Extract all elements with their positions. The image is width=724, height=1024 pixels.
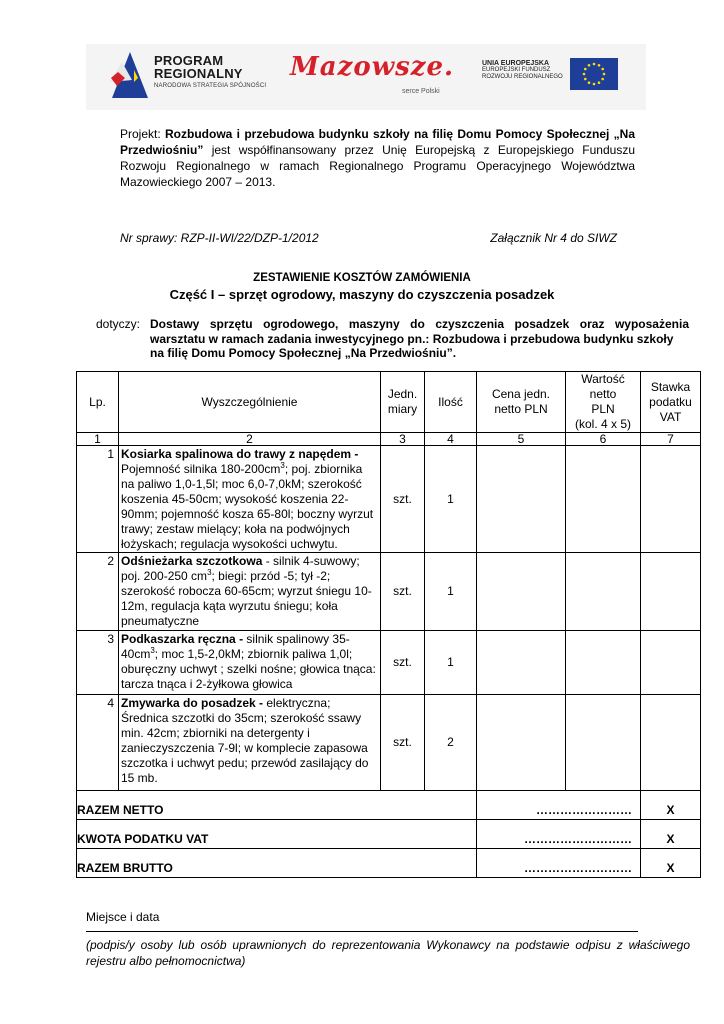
eu-line-3: ROZWOJU REGIONALNEGO <box>482 74 563 80</box>
document-title: ZESTAWIENIE KOSZTÓW ZAMÓWIENIA <box>253 272 471 284</box>
signature-caption: (podpis/y osoby lub osób uprawnionych do reprezentowania Wykonawcy na podstawie odpisu z właściwego rejestru albo pełnomocnictwa) <box>86 938 690 968</box>
column-number: 6 <box>566 433 641 446</box>
place-date-label: Miejsce i data <box>86 910 160 924</box>
item-vat <box>641 631 701 695</box>
item-qty: 1 <box>425 631 477 695</box>
header-vat-c: VAT <box>659 409 682 424</box>
item-description <box>119 695 381 791</box>
item-name: Zmywarka do posadzek - <box>121 696 264 710</box>
concerns-text: Dostawy sprzętu ogrodowego, maszyny do czyszczenia posadzek oraz wyposażenia warsztatu w ramach zadania inwestycyjnego pn.: Rozbudowa i przebudowa budynku szkoły <box>150 317 689 346</box>
program-title-2: REGIONALNY <box>154 66 243 81</box>
item-detail: - silnik 4-suwowy; poj. 200-250 cm <box>121 554 360 583</box>
item-unit: szt. <box>381 446 425 553</box>
item-sup: 3 <box>207 568 212 577</box>
item-value <box>566 631 641 695</box>
document-subtitle: Część I – sprzęt ogrodowy, maszyny do czyszczenia posadzek <box>169 287 555 302</box>
total-row-brutto <box>77 849 701 878</box>
item-detail: Pojemność silnika 180-200cm <box>121 462 281 476</box>
item-price <box>477 631 566 695</box>
eu-line-1: UNIA EUROPEJSKA <box>482 60 550 67</box>
eu-flag-icon <box>570 58 618 90</box>
total-row-netto <box>77 791 701 820</box>
mazowsze-subtitle: serce Polski <box>402 88 440 95</box>
reference-line <box>120 231 617 245</box>
item-lp: 1 <box>77 446 119 553</box>
table-row <box>77 631 701 695</box>
logo-banner <box>86 44 646 110</box>
column-number: 1 <box>77 433 119 446</box>
table-row <box>77 553 701 631</box>
case-number: Nr sprawy: RZP-II-WI/22/DZP-1/2012 <box>120 231 319 245</box>
star-icon <box>108 52 148 98</box>
item-detail-cont: ; biegi: przód -5; tył -2; szerokość robocza 60-65cm; wyrzut śniegu 10-12m, regulacja kąta wyrzutu śniegu; koła pneumatyczne <box>121 569 372 628</box>
header-value-b: PLN <box>591 402 615 416</box>
eu-line-2: EUROPEJSKI FUNDUSZ <box>482 67 551 73</box>
project-title: Rozbudowa i przebudowa budynku szkoły na filię Domu Pomocy Społecznej „Na Przedwiośniu” <box>120 127 636 157</box>
item-qty: 1 <box>425 553 477 631</box>
total-value-field[interactable]: ……………………… <box>477 820 641 849</box>
concerns-text-cont: na filię Domu Pomocy Społecznej „Na Przedwiośniu”. <box>150 346 457 360</box>
total-value-field[interactable]: …………………… <box>477 791 641 820</box>
attachment-number: Załącznik Nr 4 do SIWZ <box>490 231 617 245</box>
item-name: Odśnieżarka szczotkowa <box>121 554 263 568</box>
header-price-a: Cena jedn. <box>491 387 551 401</box>
column-number-row <box>77 433 701 446</box>
header-vat-b: podatku <box>649 394 692 409</box>
item-value <box>566 446 641 553</box>
item-detail: silnik spalinowy 35-40cm <box>121 632 350 661</box>
item-sup: 3 <box>280 461 285 470</box>
column-number: 2 <box>119 433 381 446</box>
item-vat <box>641 695 701 791</box>
item-vat <box>641 553 701 631</box>
column-number: 3 <box>381 433 425 446</box>
header-price-b: netto PLN <box>494 402 548 416</box>
item-lp: 3 <box>77 631 119 695</box>
header-vat-a: Stawka <box>650 379 691 394</box>
project-prefix: Projekt: <box>120 127 166 141</box>
column-number: 7 <box>641 433 701 446</box>
total-label: RAZEM BRUTTO <box>77 849 477 878</box>
item-unit: szt. <box>381 553 425 631</box>
header-unit <box>381 372 425 433</box>
total-label: RAZEM NETTO <box>77 791 477 820</box>
program-title-1: PROGRAM <box>154 53 224 68</box>
eu-logo <box>482 56 622 96</box>
item-unit: szt. <box>381 695 425 791</box>
total-value-field[interactable]: ……………………… <box>477 849 641 878</box>
item-unit: szt. <box>381 631 425 695</box>
item-name: Podkaszarka ręczna - <box>121 632 244 646</box>
item-lp: 4 <box>77 695 119 791</box>
header-value-a: Wartość netto <box>581 372 625 401</box>
item-name: Kosiarka spalinowa do trawy z napędem - <box>121 447 359 461</box>
total-x: X <box>641 849 701 878</box>
item-description <box>119 446 381 553</box>
item-price <box>477 553 566 631</box>
item-detail: elektryczna; Średnica szczotki do 35cm; szerokość ssawy min. 42cm; zbiorniki na detergenty i zanieczyszczenia 7-9l; w komplecie zapasowa szczotka i uchwyt pedu; przewód zasilający do 15 mb. <box>121 696 369 785</box>
item-detail-cont: ; moc 1,5-2,0kM; zbiornik paliwa 1,0l; oburęczny uchwyt ; szelki nośne; głowica tnąca: tarcza tnąca i 2-żyłkowa głowica <box>121 647 376 691</box>
program-subtitle: NARODOWA STRATEGIA SPÓJNOŚCI <box>154 83 267 89</box>
program-regionalny-logo <box>108 52 293 102</box>
header-value-c: (kol. 4 x 5) <box>574 417 631 431</box>
header-unit-a: Jedn. <box>387 387 418 401</box>
column-number: 5 <box>477 433 566 446</box>
header-vat <box>641 372 701 433</box>
item-vat <box>641 446 701 553</box>
item-description <box>119 631 381 695</box>
table-row <box>77 446 701 553</box>
item-description <box>119 553 381 631</box>
total-row-vat <box>77 820 701 849</box>
item-sup: 3 <box>150 646 155 655</box>
table-row <box>77 695 701 791</box>
item-price <box>477 446 566 553</box>
header-desc: Wyszczególnienie <box>119 372 381 433</box>
total-label: KWOTA PODATKU VAT <box>77 820 477 849</box>
header-unit-b: miary <box>387 402 418 416</box>
signature-line[interactable] <box>86 931 638 932</box>
table-header-row <box>77 372 701 433</box>
total-x: X <box>641 820 701 849</box>
item-detail-cont: ; poj. zbiornika na paliwo 1,0-1,5l; moc 6,0-7,0kM; szerokość koszenia 45-50cm; wysokość koszenia 22-90mm; pojemność kosza 65-80l; boczny wyrzut trawy; zestaw mielący; koła na podwójnych łożyskach; regulacja wysokości uchwytu. <box>121 462 374 551</box>
item-value <box>566 695 641 791</box>
cost-table <box>76 371 701 878</box>
item-qty: 1 <box>425 446 477 553</box>
concerns-label: dotyczy: <box>96 317 141 331</box>
item-lp: 2 <box>77 553 119 631</box>
header-qty: Ilość <box>425 372 477 433</box>
project-rest: jest współfinansowany przez Unię Europejską z Europejskiego Funduszu Rozwoju Regionalnego w ramach Regionalnego Programu Operacyjnego Województwa Mazowieckiego 2007 – 2013. <box>120 143 635 189</box>
total-x: X <box>641 791 701 820</box>
header-value <box>566 372 641 433</box>
mazowsze-name: Mazowsze. <box>290 52 455 82</box>
header-price <box>477 372 566 433</box>
header-lp: Lp. <box>77 372 119 433</box>
mazowsze-logo <box>290 52 455 102</box>
item-qty: 2 <box>425 695 477 791</box>
item-value <box>566 553 641 631</box>
project-info <box>120 126 635 190</box>
column-number: 4 <box>425 433 477 446</box>
item-price <box>477 695 566 791</box>
